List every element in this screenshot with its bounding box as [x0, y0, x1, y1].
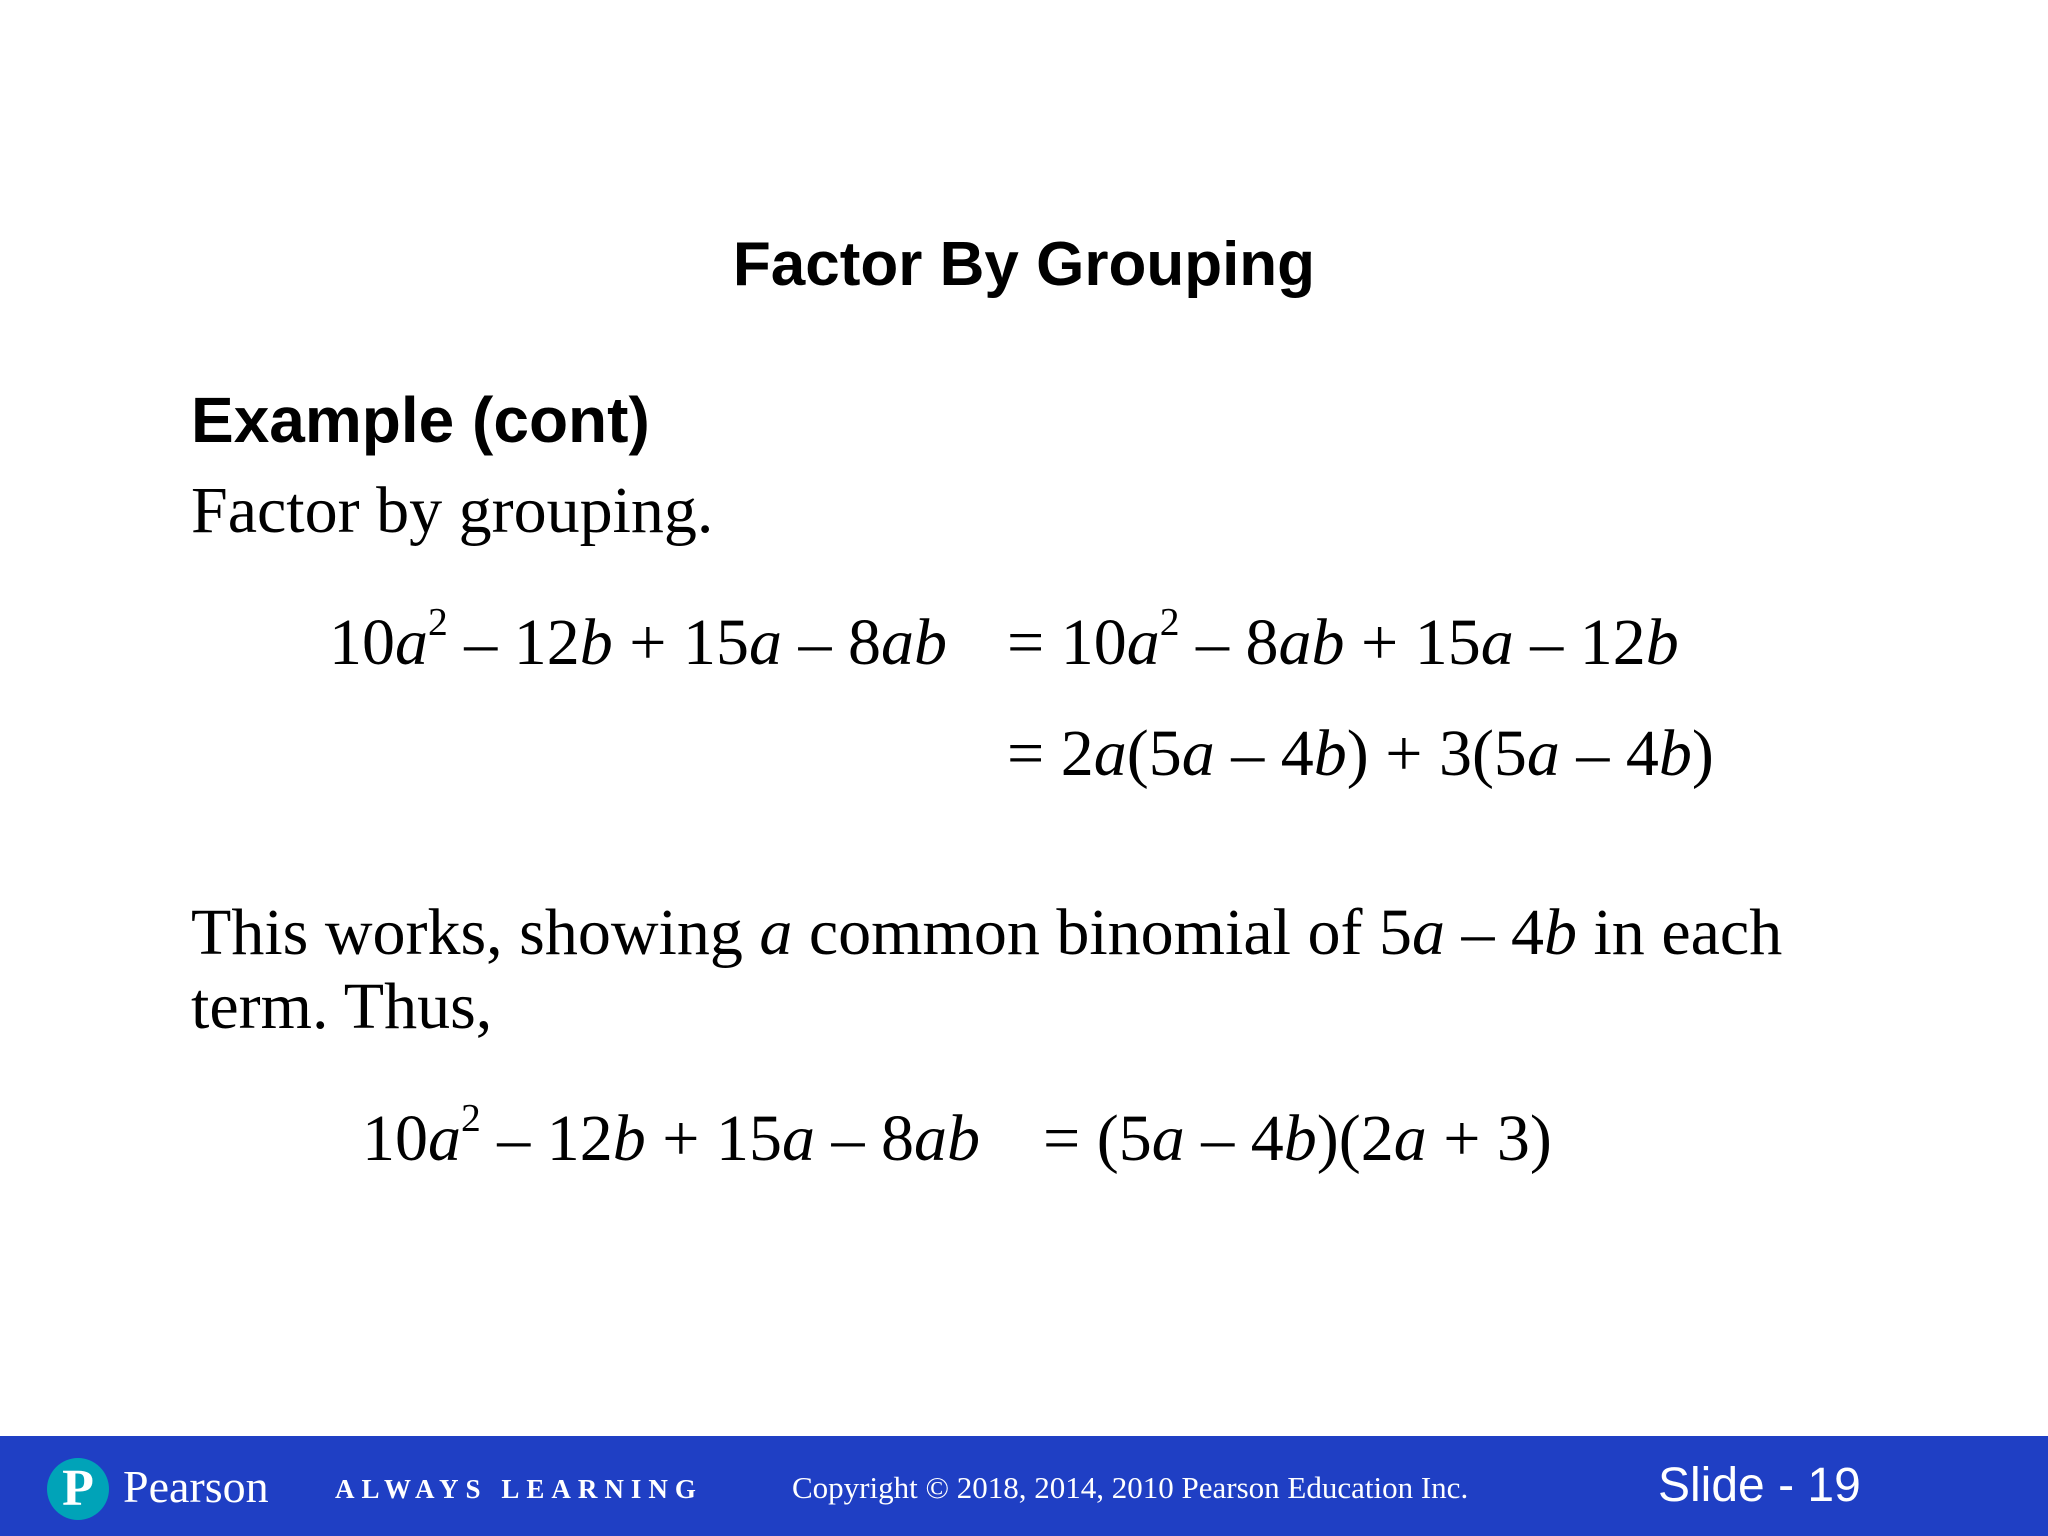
pearson-logo-icon: P [47, 1458, 109, 1520]
explanation-text [191, 896, 1782, 1044]
equation-1-right: = $10a^2 - 8ab + 15a - 12b$ [1007, 599, 1679, 679]
instruction-text: Factor by grouping. [191, 474, 714, 547]
equation-3-left: $10a^2 - 12b + 15a - 8ab$ [362, 1095, 981, 1175]
slide-title: Factor By Grouping [732, 230, 1316, 299]
equation-3-right: = (5a – 4b)(2a + 3) [1043, 1102, 1552, 1175]
slide-number: Slide - 19 [1658, 1459, 1861, 1512]
brand-name: Pearson [123, 1461, 269, 1512]
footer-bar [0, 1436, 2048, 1536]
explanation-line-2: term. Thus, [191, 969, 493, 1043]
example-heading: Example (cont) [191, 384, 650, 456]
equation-1-left: $10a^2 - 12b + 15a - 8ab$ [329, 599, 948, 679]
tagline: ALWAYS LEARNING [335, 1474, 703, 1504]
equation-2-right: = 2a(5a – 4b) + 3(5a – 4b) [1007, 717, 1714, 790]
explanation-line-1: This works, showing a common binomial of 5a – 4b in each [191, 896, 1783, 969]
copyright-text: Copyright © 2018, 2014, 2010 Pearson Education Inc. [792, 1470, 1469, 1505]
